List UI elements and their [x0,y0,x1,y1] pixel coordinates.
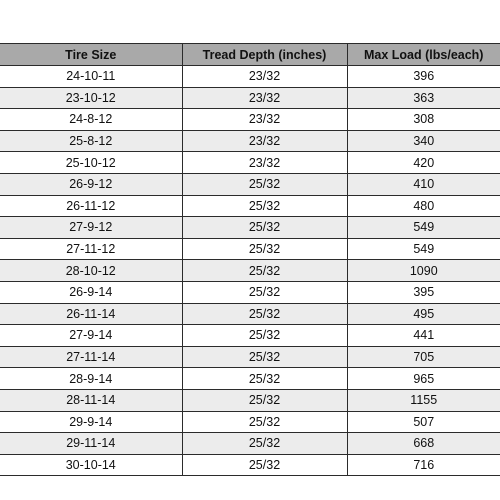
cell-max-load: 396 [347,66,500,88]
cell-max-load: 1090 [347,260,500,282]
cell-tread-depth: 23/32 [182,130,347,152]
tire-spec-table-container [0,43,500,476]
table-row [0,217,500,239]
cell-tire-size: 27-9-14 [0,325,182,347]
header-max-load: Max Load (lbs/each) [347,44,500,66]
cell-max-load: 716 [347,454,500,476]
cell-tread-depth: 25/32 [182,238,347,260]
cell-max-load: 441 [347,325,500,347]
header-tread-depth: Tread Depth (inches) [182,44,347,66]
cell-max-load: 549 [347,217,500,239]
cell-tire-size: 28-10-12 [0,260,182,282]
cell-tire-size: 26-11-14 [0,303,182,325]
table-row [0,66,500,88]
cell-tire-size: 26-9-12 [0,173,182,195]
table-row [0,173,500,195]
cell-max-load: 340 [347,130,500,152]
cell-tire-size: 25-10-12 [0,152,182,174]
cell-max-load: 480 [347,195,500,217]
cell-tread-depth: 25/32 [182,173,347,195]
table-row [0,281,500,303]
cell-max-load: 420 [347,152,500,174]
table-row [0,238,500,260]
cell-max-load: 549 [347,238,500,260]
cell-tread-depth: 23/32 [182,66,347,88]
cell-max-load: 363 [347,87,500,109]
cell-max-load: 410 [347,173,500,195]
cell-tire-size: 25-8-12 [0,130,182,152]
cell-tread-depth: 25/32 [182,260,347,282]
cell-tire-size: 26-9-14 [0,281,182,303]
table-row [0,454,500,476]
table-row [0,325,500,347]
cell-max-load: 965 [347,368,500,390]
cell-tire-size: 29-11-14 [0,433,182,455]
table-row [0,303,500,325]
table-row [0,130,500,152]
table-row [0,368,500,390]
cell-tread-depth: 25/32 [182,411,347,433]
cell-max-load: 705 [347,346,500,368]
cell-tire-size: 30-10-14 [0,454,182,476]
table-row [0,195,500,217]
table-row [0,433,500,455]
cell-tread-depth: 25/32 [182,281,347,303]
cell-tread-depth: 25/32 [182,325,347,347]
cell-tread-depth: 25/32 [182,303,347,325]
cell-tire-size: 28-9-14 [0,368,182,390]
tire-spec-table [0,43,500,476]
cell-max-load: 308 [347,109,500,131]
cell-max-load: 495 [347,303,500,325]
table-row [0,260,500,282]
table-header [0,44,500,66]
cell-max-load: 668 [347,433,500,455]
cell-tire-size: 29-9-14 [0,411,182,433]
table-row [0,152,500,174]
cell-tread-depth: 25/32 [182,368,347,390]
cell-tire-size: 28-11-14 [0,389,182,411]
cell-tread-depth: 23/32 [182,152,347,174]
table-row [0,109,500,131]
cell-tire-size: 27-11-14 [0,346,182,368]
table-row [0,87,500,109]
cell-tire-size: 23-10-12 [0,87,182,109]
table-row [0,346,500,368]
cell-tire-size: 26-11-12 [0,195,182,217]
cell-tread-depth: 23/32 [182,87,347,109]
cell-tread-depth: 23/32 [182,109,347,131]
cell-tread-depth: 25/32 [182,389,347,411]
header-row [0,44,500,66]
cell-tread-depth: 25/32 [182,454,347,476]
cell-tire-size: 27-9-12 [0,217,182,239]
cell-tread-depth: 25/32 [182,346,347,368]
cell-tread-depth: 25/32 [182,433,347,455]
table-row [0,389,500,411]
cell-max-load: 1155 [347,389,500,411]
cell-max-load: 395 [347,281,500,303]
table-row [0,411,500,433]
cell-max-load: 507 [347,411,500,433]
table-body [0,66,500,476]
cell-tire-size: 24-10-11 [0,66,182,88]
header-tire-size: Tire Size [0,44,182,66]
cell-tread-depth: 25/32 [182,195,347,217]
cell-tire-size: 24-8-12 [0,109,182,131]
cell-tread-depth: 25/32 [182,217,347,239]
cell-tire-size: 27-11-12 [0,238,182,260]
